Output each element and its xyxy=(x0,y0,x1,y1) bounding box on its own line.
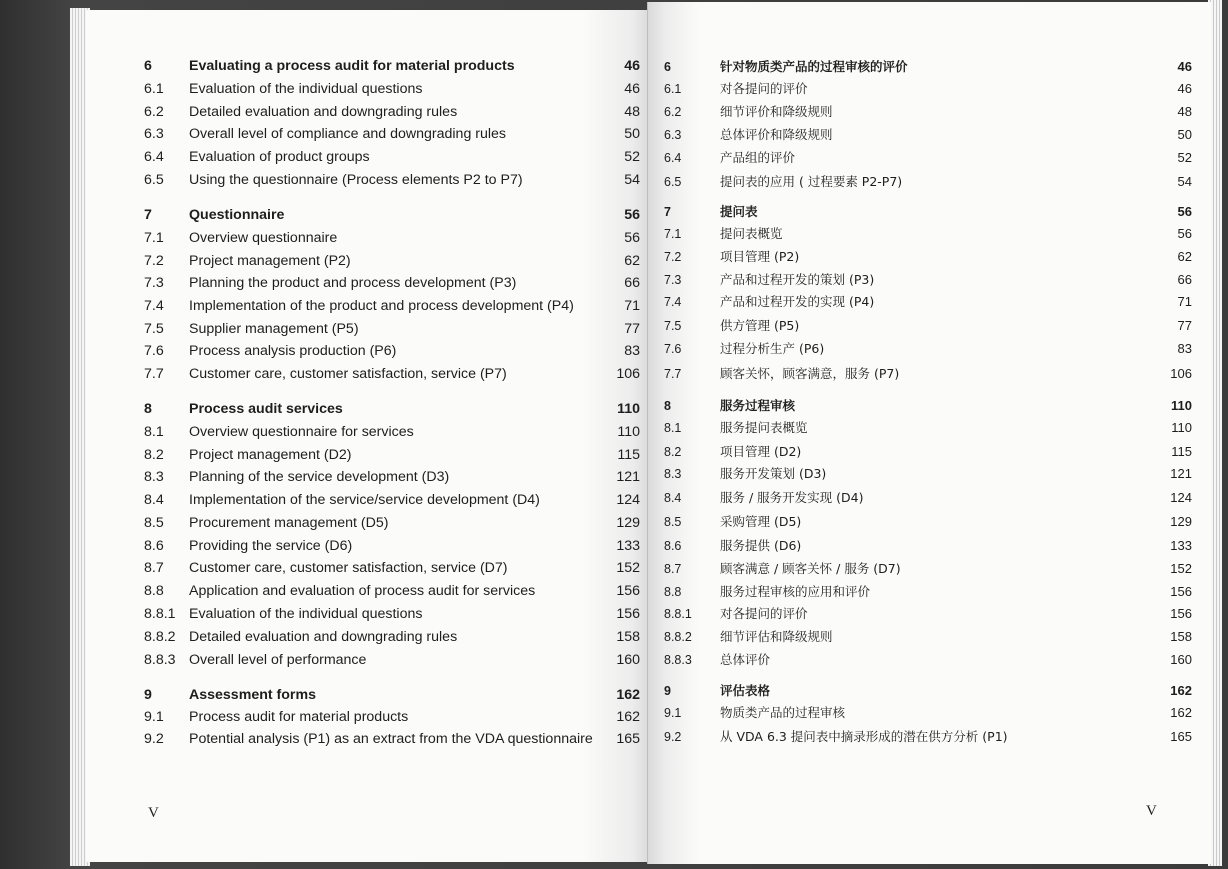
section-number: 8.8.2 xyxy=(144,629,176,645)
section-number: 8 xyxy=(144,401,152,417)
toc-chapter-entry xyxy=(144,56,640,76)
toc-section-entry xyxy=(664,270,1192,290)
section-number: 6.4 xyxy=(664,151,682,165)
toc-chapter-entry xyxy=(664,396,1192,416)
section-number: 8.7 xyxy=(664,562,682,576)
section-title: Process audit services xyxy=(189,401,343,417)
toc-section-entry xyxy=(664,703,1192,723)
toc-section-entry xyxy=(664,79,1192,99)
toc-section-entry xyxy=(664,172,1192,192)
section-title: Evaluating a process audit for material products xyxy=(189,58,515,74)
toc-section-entry xyxy=(144,467,640,487)
toc-section-entry xyxy=(144,296,640,316)
page-number: 106 xyxy=(1170,366,1192,381)
section-number: 7.4 xyxy=(144,298,164,314)
section-title: 对各提问的评价 xyxy=(720,606,808,621)
section-number: 8 xyxy=(664,399,671,413)
page-number: 156 xyxy=(616,606,640,622)
section-title: 服务过程审核 xyxy=(720,398,796,413)
toc-section-entry xyxy=(144,124,640,144)
section-title: 从 VDA 6.3 提问表中摘录形成的潜在供方分析 (P1) xyxy=(720,729,1008,744)
section-number: 8.2 xyxy=(144,447,164,463)
section-title: Planning of the service development (D3) xyxy=(189,469,450,485)
section-number: 7.1 xyxy=(664,227,682,241)
section-title: 服务提供 (D6) xyxy=(720,538,802,553)
section-title: Evaluation of the individual questions xyxy=(189,81,423,97)
toc-section-entry xyxy=(664,650,1192,670)
section-title: 物质类产品的过程审核 xyxy=(720,705,846,720)
page-number: 83 xyxy=(624,343,640,359)
section-number: 8.4 xyxy=(144,492,164,508)
section-title: 细节评估和降级规则 xyxy=(720,629,833,644)
section-number: 6.1 xyxy=(144,81,164,97)
section-number: 8.8.3 xyxy=(664,653,692,667)
page-number: 152 xyxy=(1170,561,1192,576)
section-number: 7.2 xyxy=(664,250,682,264)
section-number: 7.7 xyxy=(664,367,682,381)
toc-section-entry xyxy=(144,147,640,167)
section-number: 9.1 xyxy=(664,706,682,720)
page-number: 160 xyxy=(616,652,640,668)
toc-section-entry xyxy=(144,341,640,361)
page-number: 54 xyxy=(1177,174,1192,189)
section-number: 9.1 xyxy=(144,709,164,725)
page-number: 160 xyxy=(1170,652,1192,667)
section-title: Implementation of the service/service development (D4) xyxy=(189,492,540,508)
section-title: 顾客满意 / 顾客关怀 / 服务 (D7) xyxy=(720,561,901,576)
toc-section-entry xyxy=(664,727,1192,747)
toc-chapter-entry xyxy=(144,399,640,419)
section-number: 8.8.3 xyxy=(144,652,176,668)
section-title: 针对物质类产品的过程审核的评价 xyxy=(720,59,908,74)
page-number: 52 xyxy=(1177,150,1192,165)
toc-section-entry xyxy=(144,79,640,99)
page-number: 124 xyxy=(1170,490,1192,505)
section-number: 6.4 xyxy=(144,149,164,165)
page-number: 54 xyxy=(624,172,640,188)
section-title: 提问表的应用 ( 过程要素 P2-P7) xyxy=(720,174,903,189)
section-number: 8.4 xyxy=(664,491,682,505)
section-title: Customer care, customer satisfaction, service (D7) xyxy=(189,560,508,576)
page-number: 106 xyxy=(616,366,640,382)
toc-section-entry xyxy=(664,464,1192,484)
section-title: Providing the service (D6) xyxy=(189,538,353,554)
toc-page-english xyxy=(86,10,650,862)
section-title: Procurement management (D5) xyxy=(189,515,389,531)
page-number: 83 xyxy=(1177,341,1192,356)
page-number: 121 xyxy=(616,469,640,485)
page-number: 46 xyxy=(1177,81,1192,96)
section-title: 总体评价和降级规则 xyxy=(720,127,833,142)
toc-section-entry xyxy=(664,224,1192,244)
section-number: 8.6 xyxy=(664,539,682,553)
toc-section-entry xyxy=(664,442,1192,462)
section-title: Project management (D2) xyxy=(189,447,352,463)
section-number: 6.3 xyxy=(144,126,164,142)
toc-section-entry xyxy=(664,627,1192,647)
section-number: 9.2 xyxy=(664,730,682,744)
section-title: 细节评价和降级规则 xyxy=(720,104,833,119)
toc-section-entry xyxy=(144,170,640,190)
section-number: 6.2 xyxy=(664,105,682,119)
page-number: 115 xyxy=(1171,444,1192,459)
page-number: 129 xyxy=(1170,514,1192,529)
section-title: 产品和过程开发的策划 (P3) xyxy=(720,272,875,287)
section-title: Planning the product and process development (P3) xyxy=(189,275,517,291)
page-number: 56 xyxy=(624,230,640,246)
section-number: 7.6 xyxy=(144,343,164,359)
section-title: Supplier management (P5) xyxy=(189,321,359,337)
section-number: 6 xyxy=(144,58,152,74)
section-title: 提问表 xyxy=(720,204,758,219)
toc-section-entry xyxy=(664,364,1192,384)
section-number: 8.8.1 xyxy=(664,607,692,621)
section-number: 7.3 xyxy=(144,275,164,291)
page-number: 46 xyxy=(624,81,640,97)
section-number: 8.3 xyxy=(144,469,164,485)
section-title: Overview questionnaire for services xyxy=(189,424,414,440)
toc-section-entry xyxy=(144,251,640,271)
page-number: 48 xyxy=(624,104,640,120)
toc-section-entry xyxy=(664,292,1192,312)
page-number: 156 xyxy=(1170,584,1192,599)
toc-section-entry xyxy=(144,364,640,384)
section-title: Evaluation of the individual questions xyxy=(189,606,423,622)
page-number: 77 xyxy=(624,321,640,337)
section-title: Process analysis production (P6) xyxy=(189,343,397,359)
section-number: 8.8 xyxy=(144,583,164,599)
toc-chapter-entry xyxy=(664,681,1192,701)
section-number: 9.2 xyxy=(144,731,164,747)
section-number: 8.1 xyxy=(664,421,682,435)
toc-section-entry xyxy=(664,125,1192,145)
section-number: 9 xyxy=(144,687,152,703)
section-number: 8.5 xyxy=(664,515,682,529)
section-title: 评估表格 xyxy=(720,683,771,698)
page-folio: V xyxy=(1146,803,1157,819)
section-number: 7.2 xyxy=(144,253,164,269)
page-number: 156 xyxy=(616,583,640,599)
page-number: 77 xyxy=(1177,318,1192,333)
toc-section-entry xyxy=(144,513,640,533)
toc-section-entry xyxy=(144,650,640,670)
toc-section-entry xyxy=(144,319,640,339)
section-title: 顾客关怀，顾客满意，服务 (P7) xyxy=(720,366,900,381)
section-number: 7 xyxy=(664,205,671,219)
page-number: 110 xyxy=(617,424,640,440)
section-title: 总体评价 xyxy=(720,652,771,667)
section-number: 8.3 xyxy=(664,467,682,481)
page-number: 156 xyxy=(1170,606,1192,621)
page-number: 129 xyxy=(616,515,640,531)
page-number: 158 xyxy=(616,629,640,645)
toc-section-entry xyxy=(664,488,1192,508)
section-number: 8.7 xyxy=(144,560,164,576)
section-title: Overview questionnaire xyxy=(189,230,338,246)
section-title: Detailed evaluation and downgrading rules xyxy=(189,629,458,645)
section-number: 7.6 xyxy=(664,342,682,356)
section-title: Using the questionnaire (Process elements P2 to P7) xyxy=(189,172,523,188)
page-number: 71 xyxy=(1177,294,1192,309)
section-title: 项目管理 (P2) xyxy=(720,249,800,264)
page-number: 56 xyxy=(624,207,640,223)
toc-page-chinese xyxy=(648,2,1211,864)
toc-chapter-entry xyxy=(144,685,640,705)
page-number: 56 xyxy=(1177,226,1192,241)
toc-section-entry xyxy=(144,604,640,624)
section-title: 项目管理 (D2) xyxy=(720,444,802,459)
toc-section-entry xyxy=(144,627,640,647)
page-number: 110 xyxy=(617,401,640,417)
toc-section-entry xyxy=(144,445,640,465)
section-title: Customer care, customer satisfaction, service (P7) xyxy=(189,366,507,382)
page-number: 46 xyxy=(1177,59,1192,74)
section-title: 服务开发策划 (D3) xyxy=(720,466,827,481)
toc-section-entry xyxy=(664,582,1192,602)
section-number: 7.4 xyxy=(664,295,682,309)
page-number: 165 xyxy=(616,731,640,747)
page-number: 52 xyxy=(624,149,640,165)
section-number: 6 xyxy=(664,60,671,74)
toc-section-entry xyxy=(664,316,1192,336)
section-number: 7.5 xyxy=(144,321,164,337)
section-title: Potential analysis (P1) as an extract from the VDA questionnaire xyxy=(189,731,593,747)
section-number: 7.3 xyxy=(664,273,682,287)
section-number: 8.8.2 xyxy=(664,630,692,644)
section-number: 7.5 xyxy=(664,319,682,333)
section-title: 采购管理 (D5) xyxy=(720,514,802,529)
toc-section-entry xyxy=(664,559,1192,579)
toc-section-entry xyxy=(664,339,1192,359)
toc-chapter-entry xyxy=(664,202,1192,222)
section-number: 8.8.1 xyxy=(144,606,176,622)
section-title: Evaluation of product groups xyxy=(189,149,370,165)
section-number: 8.2 xyxy=(664,445,682,459)
section-number: 6.1 xyxy=(664,82,682,96)
toc-section-entry xyxy=(144,581,640,601)
section-title: 对各提问的评价 xyxy=(720,81,808,96)
section-number: 6.5 xyxy=(664,175,682,189)
page-number: 162 xyxy=(1170,683,1192,698)
page-number: 62 xyxy=(624,253,640,269)
section-title: 服务 / 服务开发实现 (D4) xyxy=(720,490,864,505)
section-title: Project management (P2) xyxy=(189,253,351,269)
section-title: Application and evaluation of process audit for services xyxy=(189,583,536,599)
section-number: 7 xyxy=(144,207,152,223)
section-title: Implementation of the product and process development (P4) xyxy=(189,298,574,314)
toc-section-entry xyxy=(664,102,1192,122)
toc-section-entry xyxy=(144,422,640,442)
section-title: 产品组的评价 xyxy=(720,150,796,165)
section-title: Process audit for material products xyxy=(189,709,409,725)
section-number: 7.1 xyxy=(144,230,164,246)
toc-section-entry xyxy=(144,707,640,727)
toc-chapter-entry xyxy=(664,57,1192,77)
section-number: 9 xyxy=(664,684,671,698)
section-number: 8.1 xyxy=(144,424,164,440)
toc-section-entry xyxy=(144,558,640,578)
toc-section-entry xyxy=(144,490,640,510)
section-number: 6.2 xyxy=(144,104,164,120)
page-number: 133 xyxy=(1170,538,1192,553)
page-number: 50 xyxy=(1177,127,1192,142)
page-number: 56 xyxy=(1177,204,1192,219)
section-title: Overall level of compliance and downgrading rules xyxy=(189,126,507,142)
toc-section-entry xyxy=(144,102,640,122)
section-title: 提问表概览 xyxy=(720,226,783,241)
toc-section-entry xyxy=(664,418,1192,438)
page-number: 71 xyxy=(624,298,640,314)
toc-section-entry xyxy=(664,512,1192,532)
section-title: 服务提问表概览 xyxy=(720,420,808,435)
page-number: 152 xyxy=(616,560,640,576)
section-title: 供方管理 (P5) xyxy=(720,318,800,333)
section-number: 8.8 xyxy=(664,585,682,599)
page-number: 165 xyxy=(1170,729,1192,744)
page-folio: V xyxy=(148,805,159,821)
page-number: 115 xyxy=(617,447,640,463)
page-number: 46 xyxy=(624,58,640,74)
toc-section-entry xyxy=(144,228,640,248)
toc-chapter-entry xyxy=(144,205,640,225)
page-number: 124 xyxy=(616,492,640,508)
section-title: 服务过程审核的应用和评价 xyxy=(720,584,871,599)
section-number: 7.7 xyxy=(144,366,164,382)
toc-section-entry xyxy=(144,273,640,293)
toc-section-entry xyxy=(664,604,1192,624)
page-number: 158 xyxy=(1170,629,1192,644)
section-title: 过程分析生产 (P6) xyxy=(720,341,825,356)
page-number: 50 xyxy=(624,126,640,142)
section-title: Overall level of performance xyxy=(189,652,367,668)
section-title: Questionnaire xyxy=(189,207,285,223)
toc-section-entry xyxy=(144,536,640,556)
section-title: Detailed evaluation and downgrading rules xyxy=(189,104,458,120)
section-number: 8.6 xyxy=(144,538,164,554)
page-number: 48 xyxy=(1177,104,1192,119)
toc-section-entry xyxy=(664,536,1192,556)
section-title: Assessment forms xyxy=(189,687,316,703)
page-number: 66 xyxy=(624,275,640,291)
toc-section-entry xyxy=(664,247,1192,267)
page-number: 133 xyxy=(616,538,640,554)
page-number: 110 xyxy=(1171,420,1192,435)
toc-section-entry xyxy=(664,148,1192,168)
page-number: 162 xyxy=(616,687,640,703)
page-number: 62 xyxy=(1177,249,1192,264)
section-number: 6.3 xyxy=(664,128,682,142)
section-title: 产品和过程开发的实现 (P4) xyxy=(720,294,875,309)
page-number: 162 xyxy=(616,709,640,725)
section-number: 6.5 xyxy=(144,172,164,188)
page-number: 121 xyxy=(1170,466,1192,481)
section-number: 8.5 xyxy=(144,515,164,531)
page-number: 110 xyxy=(1171,398,1192,413)
page-number: 66 xyxy=(1177,272,1192,287)
toc-section-entry xyxy=(144,729,640,749)
page-number: 162 xyxy=(1170,705,1192,720)
